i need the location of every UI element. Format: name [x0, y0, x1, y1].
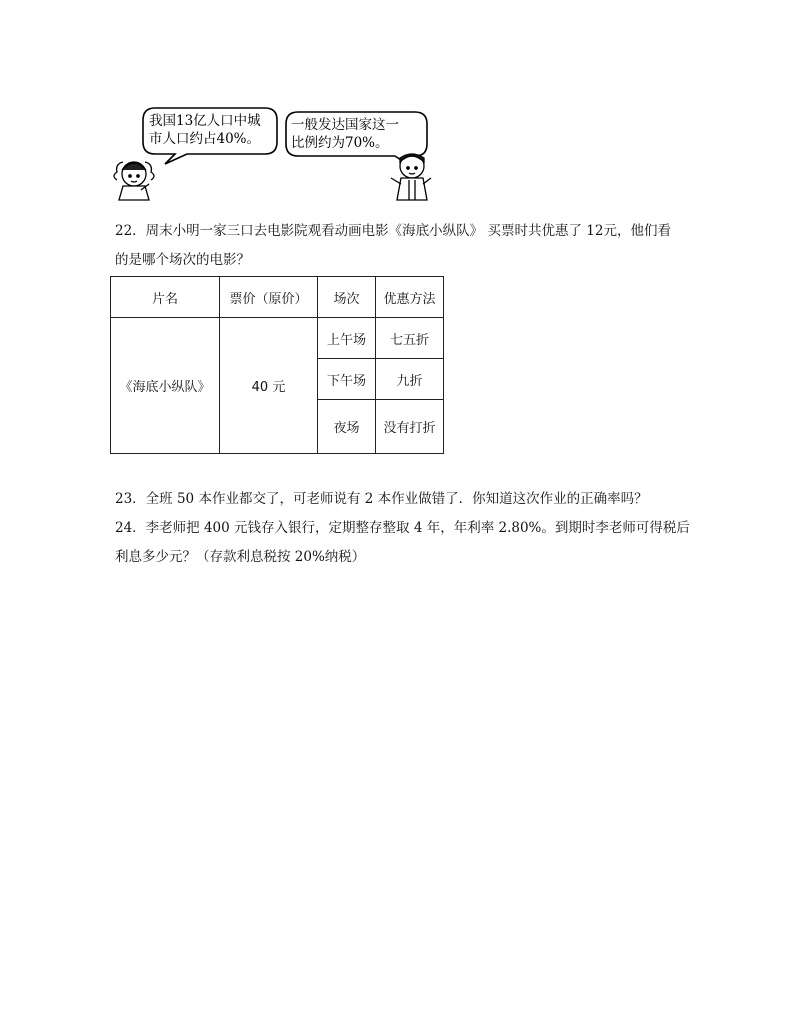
header-film-name: 片名	[111, 277, 220, 318]
discount-cell: 七五折	[376, 318, 444, 359]
left-bubble-text	[149, 112, 261, 148]
girl-icon	[114, 162, 154, 200]
header-session: 场次	[318, 277, 376, 318]
session-cell: 下午场	[318, 359, 376, 400]
header-price: 票价（原价）	[220, 277, 318, 318]
right-bubble-line-2: 比例约为70%。	[291, 135, 389, 151]
left-bubble-line-1: 我国13亿人口中城	[149, 113, 261, 129]
left-bubble-line-2: 市人口约占40%。	[149, 131, 261, 147]
question-23: 23．全班 50 本作业都交了，可老师说有 2 本作业做错了．你知道这次作业的正确率吗？	[115, 491, 648, 507]
table-row	[111, 318, 444, 359]
discount-cell: 九折	[376, 359, 444, 400]
table-header-row	[111, 277, 444, 318]
discount-cell: 没有打折	[376, 400, 444, 454]
ticket-table	[110, 276, 444, 454]
right-bubble-text	[291, 116, 399, 152]
session-cell: 上午场	[318, 318, 376, 359]
price-cell: 40 元	[220, 318, 318, 454]
session-cell: 夜场	[318, 400, 376, 454]
boy-icon	[391, 154, 431, 200]
question-22-line-1: 22．周末小明一家三口去电影院观看动画电影《海底小纵队》 买票时共优惠了 12元，他们看	[115, 223, 671, 239]
film-name-cell: 《海底小纵队》	[111, 318, 220, 454]
question-24-line-2: 利息多少元？（存款利息税按 20%纳税）	[115, 549, 366, 565]
question-22-line-2: 的是哪个场次的电影？	[115, 252, 250, 268]
header-discount: 优惠方法	[376, 277, 444, 318]
illustration-speech-bubbles	[105, 100, 445, 205]
question-24-line-1: 24．李老师把 400 元钱存入银行，定期整存整取 4 年，年利率 2.80%。到期时李老师可得税后	[115, 520, 690, 536]
right-bubble-line-1: 一般发达国家这一	[291, 117, 399, 133]
